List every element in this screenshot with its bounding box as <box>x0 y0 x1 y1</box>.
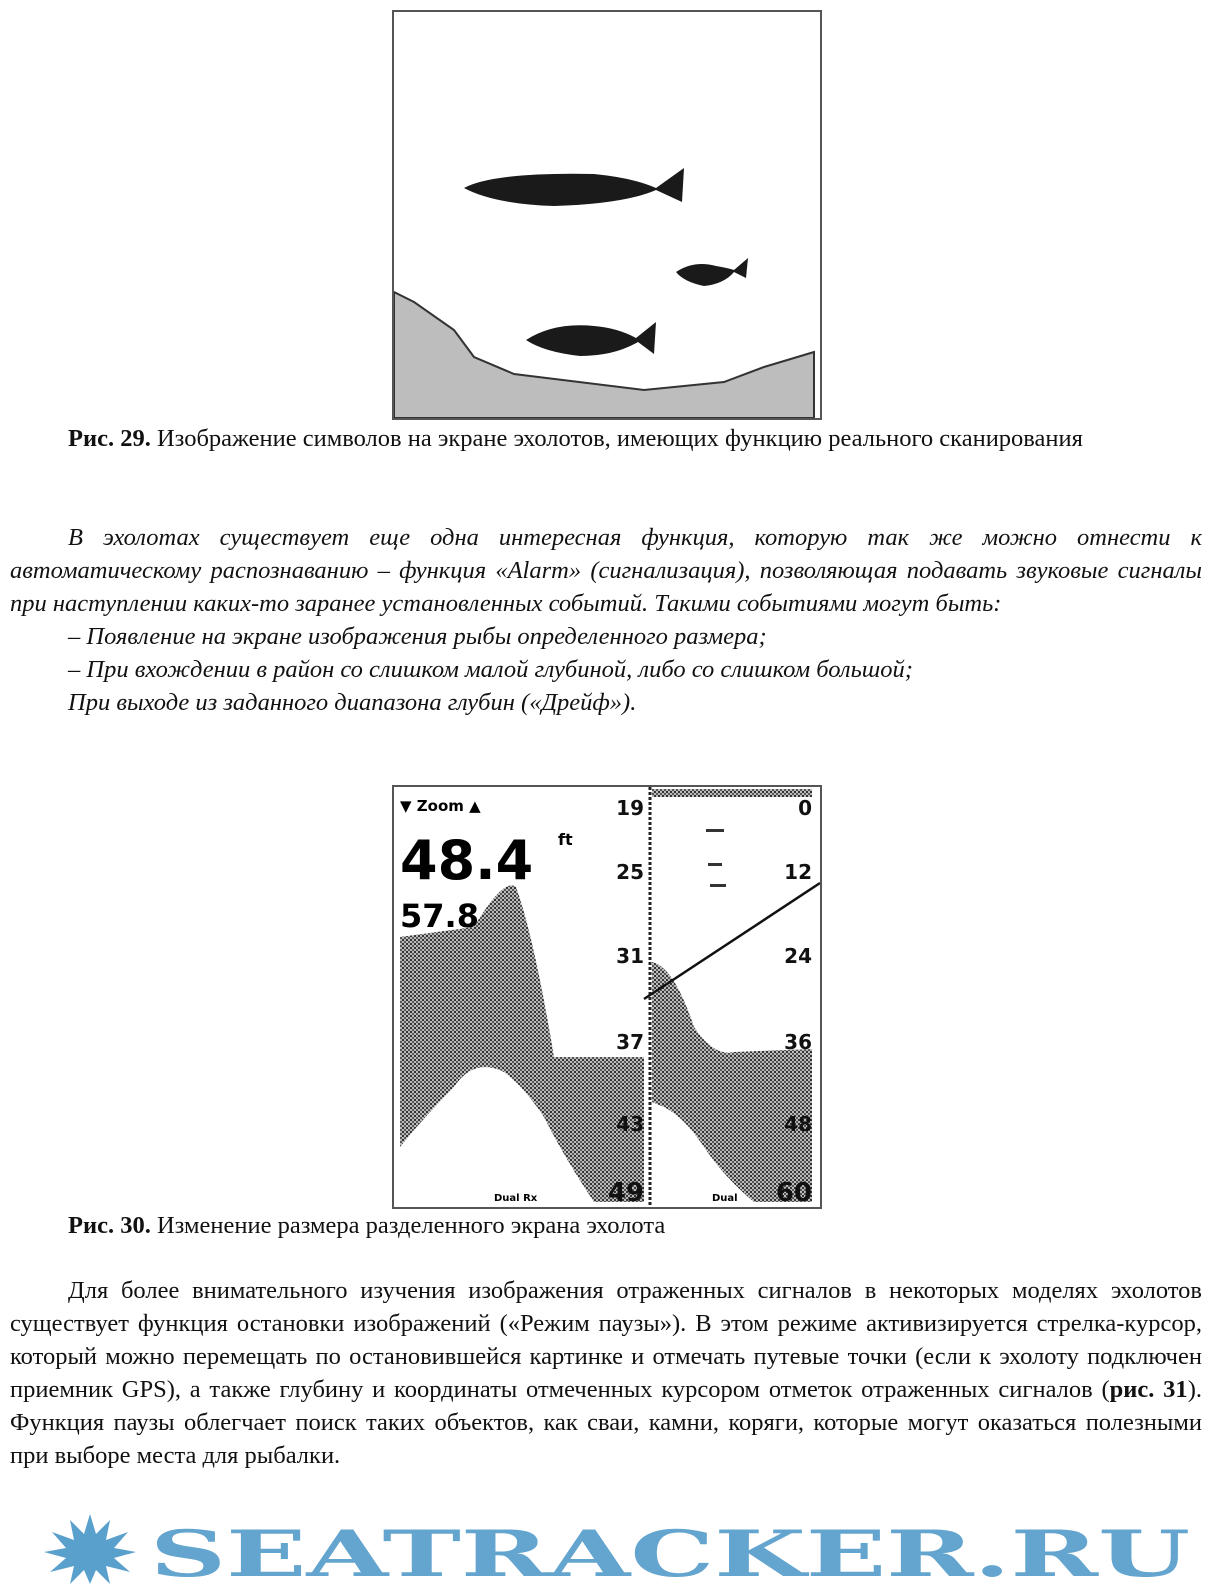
fish-arch-icon <box>706 829 726 887</box>
caption-text: Изображение символов на экране эхолотов, имеющих функцию реального сканирования <box>156 425 1083 452</box>
list-item: – При вхождении в район со слишком малой глубиной, либо со слишком большой; <box>68 656 913 683</box>
right-sonar-return <box>652 962 812 1202</box>
depth-tick: 60 <box>775 1178 812 1207</box>
caption-label: Рис. 30. <box>68 1212 151 1239</box>
mode-label: Dual Rx <box>494 1193 538 1204</box>
depth-tick: 43 <box>616 1112 644 1136</box>
paragraph-text: ). Функция паузы облегчает поиск таких объектов, как сваи, камни, коряги, которые могут оказаться полезными при выборе места для рыбалки. <box>10 1376 1202 1469</box>
paragraph-pause <box>10 1274 1202 1472</box>
figure-29-fish-symbols <box>392 10 822 420</box>
figure-30-caption <box>10 1209 1202 1242</box>
svg-text:SEATRACKER.RU: SEATRACKER.RU <box>150 1517 1190 1584</box>
depth-tick: 12 <box>784 860 812 884</box>
depth-tick: 48 <box>784 1112 812 1136</box>
figure-30-split-screen <box>392 785 822 1209</box>
list-item: При выходе из заданного диапазона глубин («Дрейф»). <box>68 689 637 716</box>
fish-icon-medium <box>526 322 656 356</box>
paragraph-alarm <box>10 521 1202 719</box>
depth-tick: 37 <box>616 1030 644 1054</box>
depth-readout: 48.4 <box>400 829 534 892</box>
mode-label: Dual <box>712 1193 738 1204</box>
depth-tick: 31 <box>616 944 644 968</box>
caption-label: Рис. 29. <box>68 425 151 452</box>
depth-tick: 36 <box>784 1030 812 1054</box>
watermark <box>0 1512 1224 1584</box>
paragraph-text: В эхолотах существует еще одна интересная функция, которую так же можно отнести к автоматическому распознаванию – функция «Alarm» (сигнализация), позволяющая подавать звуковые сигналы при наступлении каких-то заранее установленных событий. Такими событиями могут быть: <box>10 524 1202 617</box>
depth-tick: 0 <box>798 796 812 820</box>
depth-unit: ft <box>558 830 573 849</box>
paragraph-text: Для более внимательного изучения изображения отраженных сигналов в некоторых моделях эхолотов существует функция остановки изображений («Режим паузы»). В этом режиме активизируется стрелка-курсор, который можно перемещать по остановившейся картинке и отмечать путевые точки (если к эхолоту подключен приемник GPS), а также глубину и координаты отмеченных курсором отметок отраженных сигналов ( <box>10 1277 1202 1403</box>
zoom-label: ▼ Zoom ▲ <box>400 797 481 815</box>
figure-29-caption <box>10 422 1202 455</box>
depth-tick: 49 <box>607 1178 644 1207</box>
depth-tick: 25 <box>616 860 644 884</box>
figure-reference: рис. 31 <box>1109 1376 1188 1403</box>
depth-tick: 19 <box>616 796 644 820</box>
caption-text: Изменение размера разделенного экрана эхолота <box>156 1212 666 1239</box>
temp-readout: 57.8 <box>400 897 479 935</box>
fish-icon-large <box>464 168 684 206</box>
fish-icon-small <box>676 258 748 286</box>
bottom-profile <box>394 292 814 418</box>
starburst-icon <box>44 1514 136 1584</box>
depth-tick: 24 <box>784 944 812 968</box>
list-item: – Появление на экране изображения рыбы определенного размера; <box>68 623 767 650</box>
